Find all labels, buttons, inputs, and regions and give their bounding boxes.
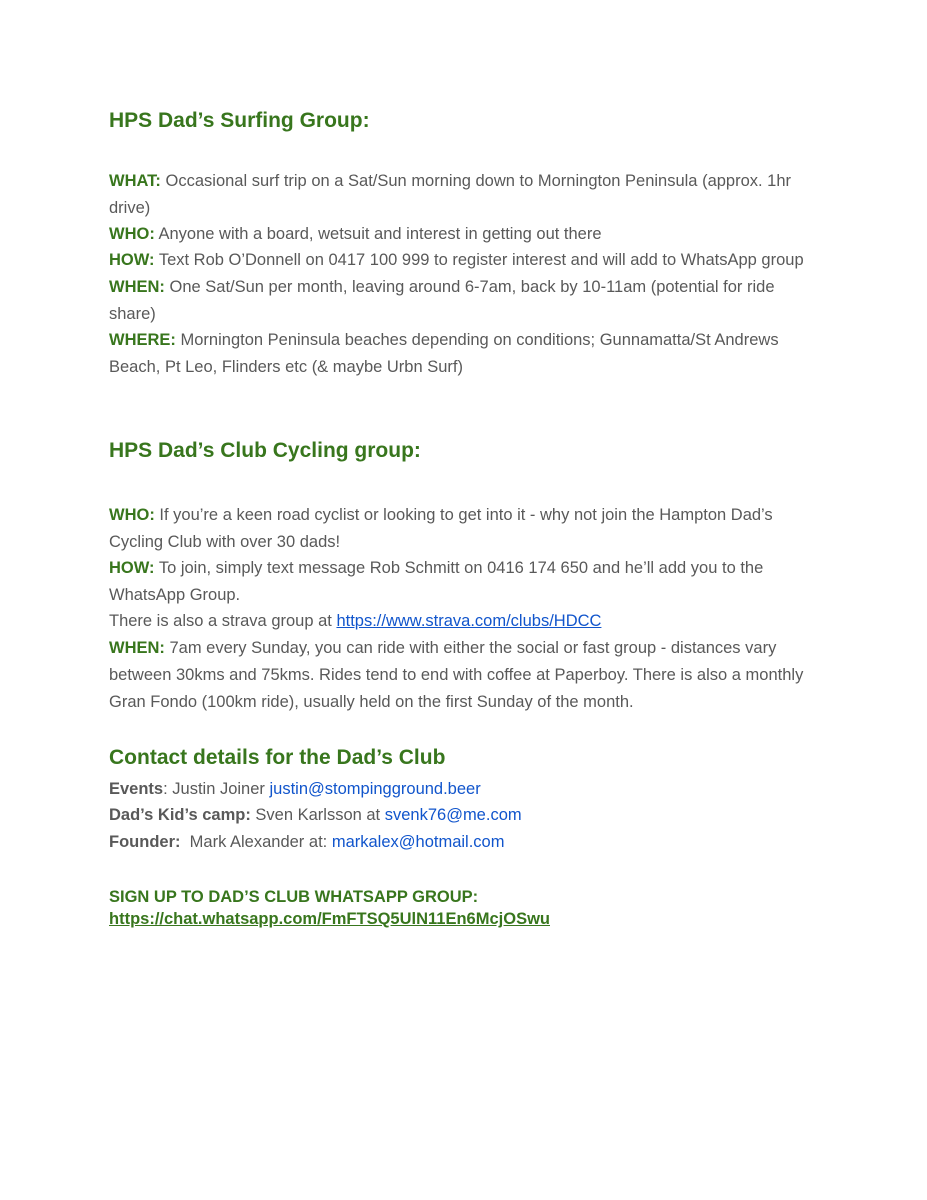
how-text: To join, simply text message Rob Schmitt on 0416 174 650 and he’ll add you to the WhatsApp Group. — [109, 559, 764, 604]
where-label: WHERE: — [109, 331, 176, 349]
surfing-heading: HPS Dad’s Surfing Group: — [109, 109, 370, 132]
events-label: Events — [109, 780, 164, 798]
surfing-how — [109, 247, 824, 274]
who-label: WHO: — [109, 225, 155, 243]
where-text: Mornington Peninsula beaches depending on conditions; Gunnamatta/St Andrews Beach, Pt Leo, Flinders etc (& maybe Urbn Surf) — [109, 331, 779, 376]
when-text: 7am every Sunday, you can ride with either the social or fast group - distances vary between 30kms and 75kms. Rides tend to end with coffee at Paperboy. There is also a monthly Gran Fondo (100km ride), usually held on the first Sunday of the month. — [109, 639, 804, 711]
strava-link[interactable]: https://www.strava.com/clubs/HDCC — [336, 612, 602, 630]
camp-email-link[interactable]: svenk76@me.com — [384, 806, 522, 824]
how-label: HOW: — [109, 559, 155, 577]
camp-label: Dad’s Kid’s camp: — [109, 806, 251, 824]
what-label: WHAT: — [109, 172, 161, 190]
founder-label: Founder: — [109, 833, 181, 851]
when-label: WHEN: — [109, 278, 165, 296]
when-text: One Sat/Sun per month, leaving around 6-7am, back by 10-11am (potential for ride share) — [109, 278, 775, 323]
cycling-who — [109, 502, 824, 555]
surfing-where — [109, 327, 824, 380]
surfing-what — [109, 168, 824, 221]
contact-founder — [109, 829, 824, 856]
strava-text: There is also a strava group at — [109, 612, 337, 630]
how-label: HOW: — [109, 251, 155, 269]
founder-text: Mark Alexander at: — [180, 833, 332, 851]
whatsapp-signup-link[interactable]: https://chat.whatsapp.com/FmFTSQ5UlN11En6McjOSwu — [109, 910, 550, 928]
events-email-link[interactable]: justin@stompingground.beer — [269, 780, 481, 798]
events-text: : Justin Joiner — [163, 780, 270, 798]
who-text: If you’re a keen road cyclist or looking to get into it - why not join the Hampton Dad’s Cycling Club with over 30 dads! — [109, 506, 773, 551]
cycling-how — [109, 555, 824, 608]
how-text: Text Rob O’Donnell on 0417 100 999 to register interest and will add to WhatsApp group — [154, 251, 804, 269]
signup-title: SIGN UP TO DAD’S CLUB WHATSAPP GROUP: — [109, 888, 479, 906]
contact-heading: Contact details for the Dad’s Club — [109, 746, 446, 769]
surfing-when — [109, 274, 824, 327]
cycling-heading: HPS Dad’s Club Cycling group: — [109, 439, 421, 462]
cycling-when — [109, 635, 824, 716]
what-text: Occasional surf trip on a Sat/Sun morning down to Mornington Peninsula (approx. 1hr drive) — [109, 172, 792, 217]
camp-text: Sven Karlsson at — [250, 806, 385, 824]
when-label: WHEN: — [109, 639, 165, 657]
contact-camp — [109, 802, 824, 829]
cycling-strava — [109, 608, 824, 635]
founder-email-link[interactable]: markalex@hotmail.com — [331, 833, 505, 851]
surfing-who — [109, 221, 824, 248]
who-label: WHO: — [109, 506, 155, 524]
signup-block — [109, 886, 550, 930]
who-text: Anyone with a board, wetsuit and interest in getting out there — [154, 225, 602, 243]
contact-events — [109, 776, 824, 803]
